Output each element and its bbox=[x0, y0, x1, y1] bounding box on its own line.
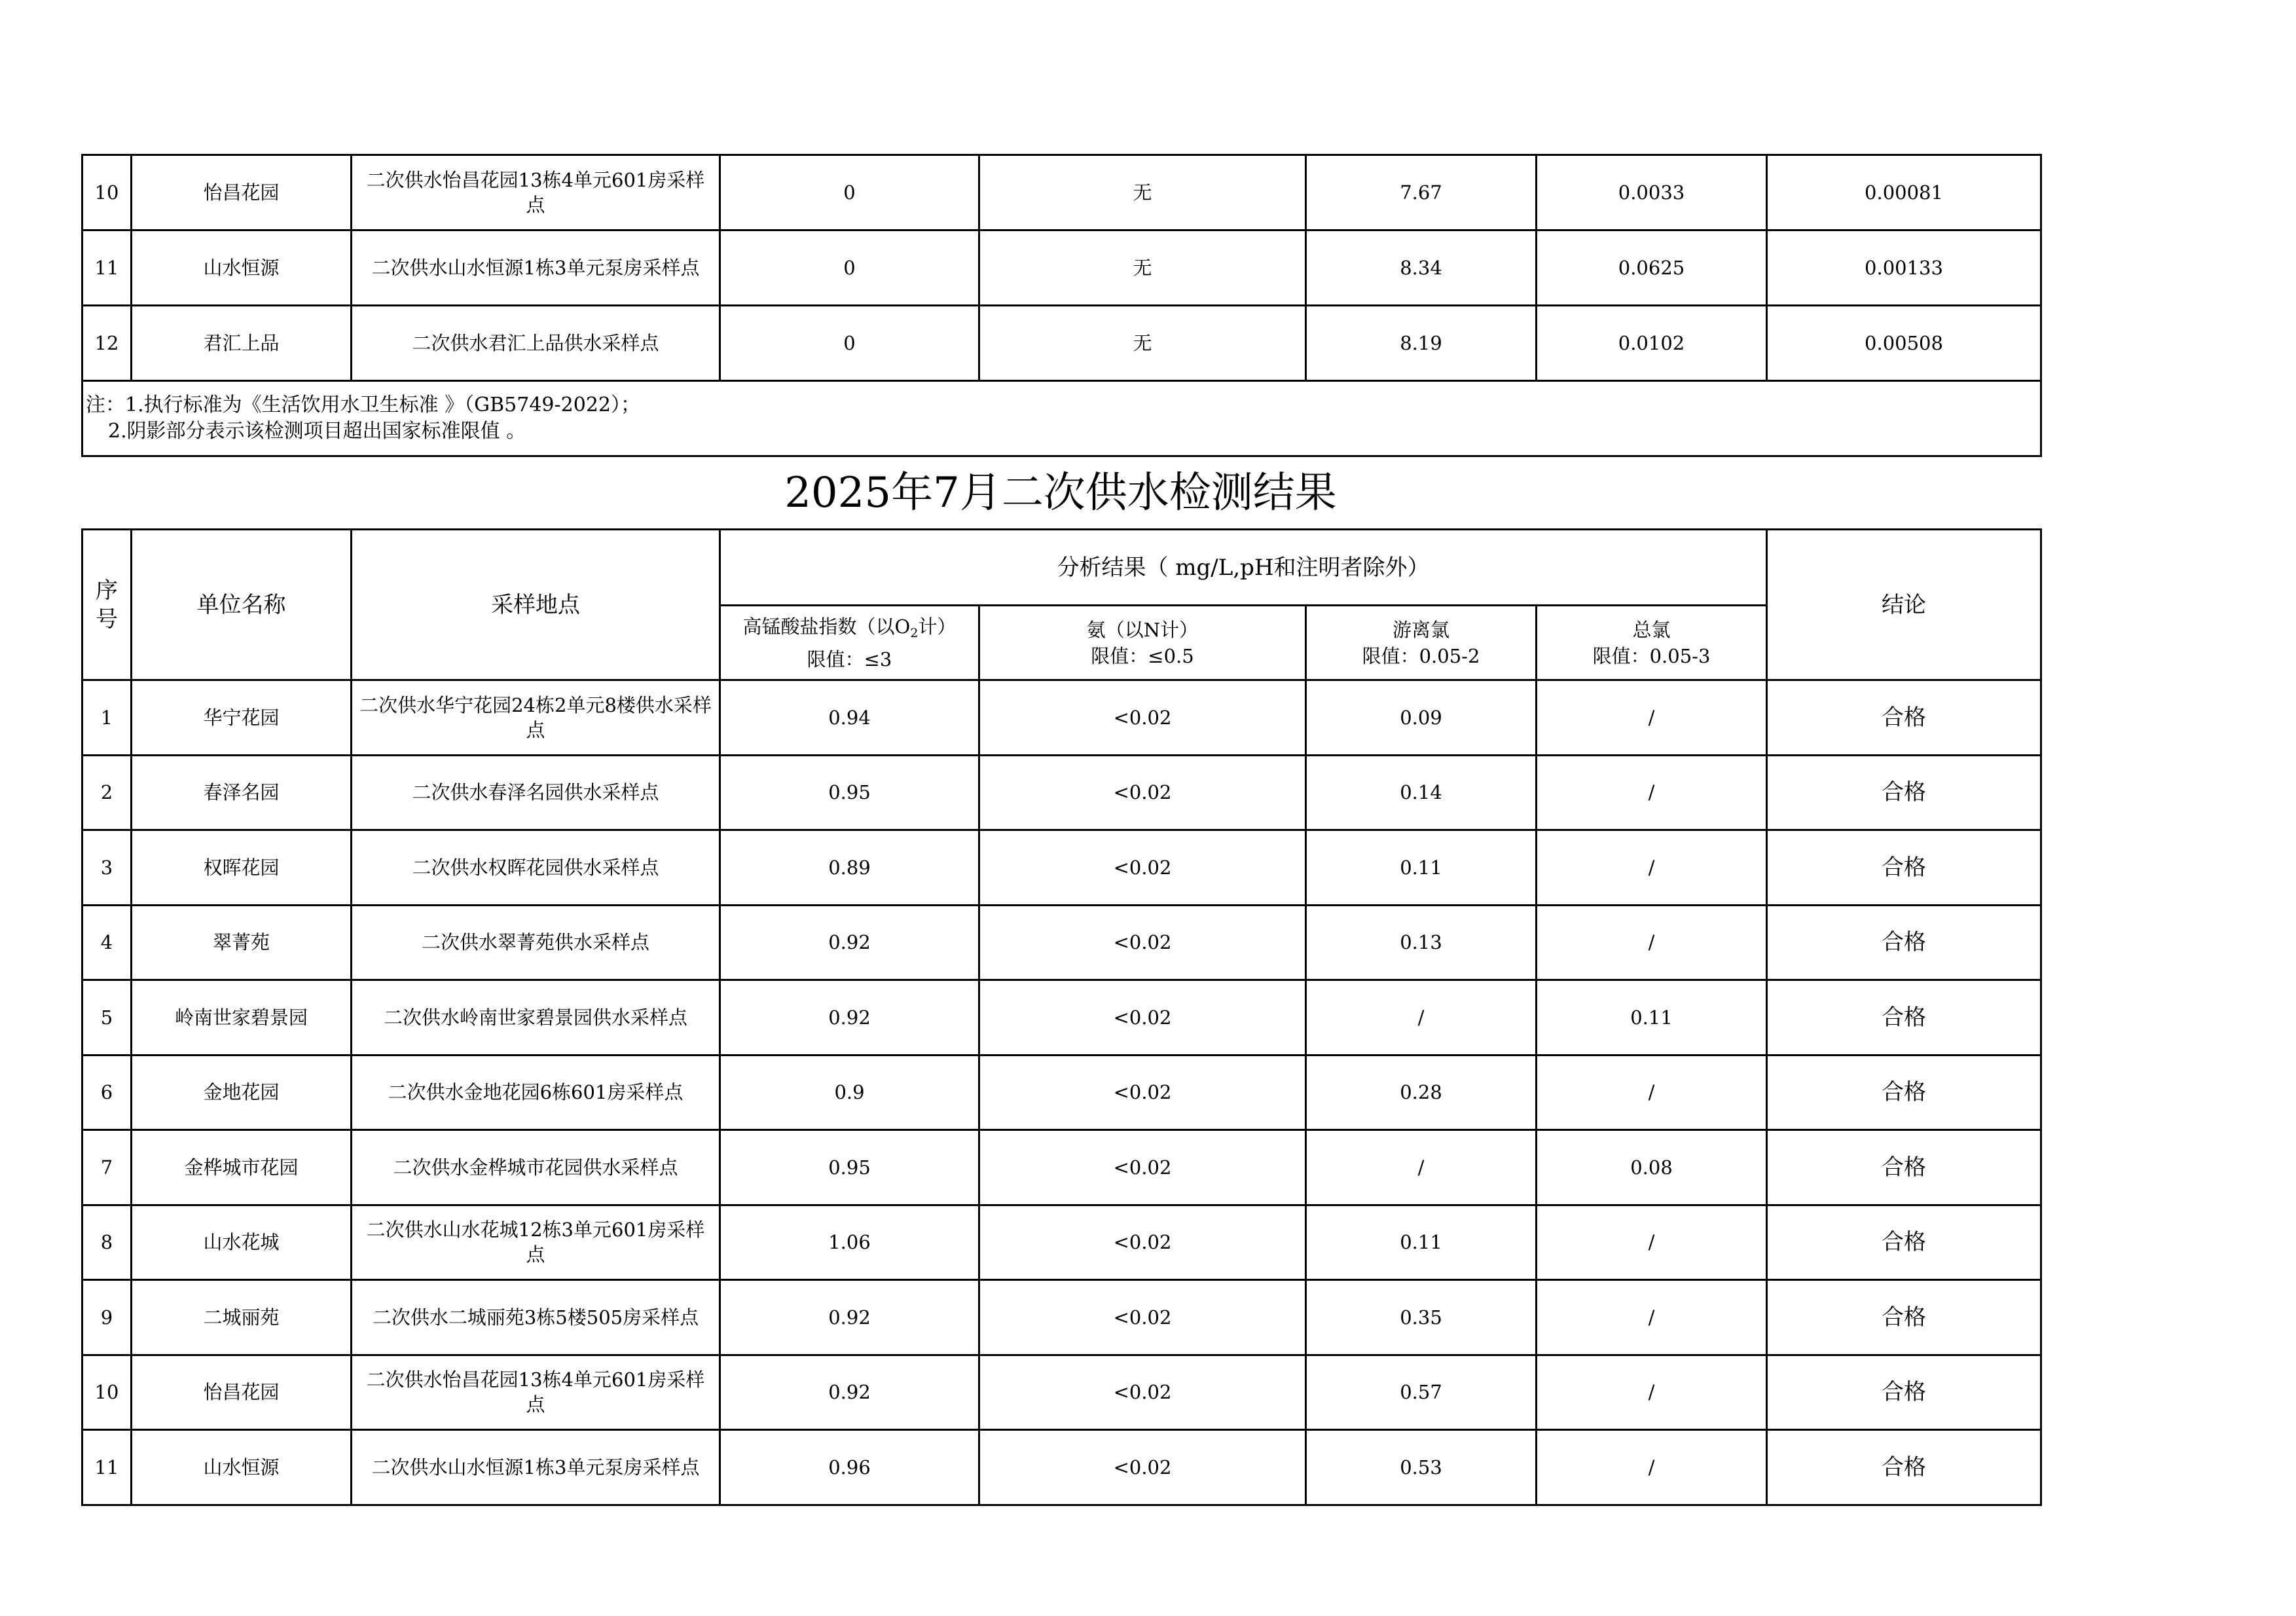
cell-ammonia: <0.02 bbox=[979, 1280, 1306, 1355]
cell-seq: 5 bbox=[82, 980, 132, 1056]
cell-permanganate-index: 0.9 bbox=[720, 1055, 979, 1130]
permanganate-label-pre: 高锰酸盐指数（以O bbox=[742, 615, 911, 638]
cell-permanganate-index: 0.94 bbox=[720, 680, 979, 756]
cell-sampling-site: 二次供水岭南世家碧景园供水采样点 bbox=[352, 980, 720, 1056]
cell-unit-name: 翠菁苑 bbox=[132, 905, 352, 980]
cell-conclusion: 合格 bbox=[1767, 755, 2041, 830]
permanganate-label-post: 计） bbox=[918, 615, 957, 638]
cell-free-chlorine: 0.57 bbox=[1306, 1355, 1537, 1430]
table-row bbox=[82, 980, 2041, 1056]
ammonia-limit: 限值：≤0.5 bbox=[1091, 644, 1194, 667]
table-row bbox=[82, 1355, 2041, 1430]
cell-ammonia: <0.02 bbox=[979, 1205, 1306, 1280]
cell-seq: 6 bbox=[82, 1055, 132, 1130]
cell-ammonia: <0.02 bbox=[979, 830, 1306, 906]
cell-conclusion: 合格 bbox=[1767, 830, 2041, 906]
cell-seq: 12 bbox=[82, 306, 132, 381]
cell-ammonia: <0.02 bbox=[979, 1055, 1306, 1130]
cell-sampling-site: 二次供水山水恒源1栋3单元泵房采样点 bbox=[352, 230, 720, 306]
cell-seq: 11 bbox=[82, 1430, 132, 1505]
cell-sampling-site: 二次供水金地花园6栋601房采样点 bbox=[352, 1055, 720, 1130]
cell-col8: 0.00081 bbox=[1767, 155, 2041, 230]
cell-ammonia: <0.02 bbox=[979, 1355, 1306, 1430]
header-conclusion: 结论 bbox=[1767, 530, 2041, 680]
cell-unit-name: 华宁花园 bbox=[132, 680, 352, 756]
cell-sampling-site: 二次供水怡昌花园13栋4单元601房采样点 bbox=[352, 1355, 720, 1430]
cell-permanganate-index: 0.96 bbox=[720, 1430, 979, 1505]
cell-ammonia: <0.02 bbox=[979, 980, 1306, 1056]
cell-free-chlorine: 0.53 bbox=[1306, 1430, 1537, 1505]
cell-col4: 0 bbox=[720, 230, 979, 306]
header-sampling-site: 采样地点 bbox=[352, 530, 720, 680]
cell-ammonia: <0.02 bbox=[979, 680, 1306, 756]
cell-permanganate-index: 0.92 bbox=[720, 1355, 979, 1430]
page-title: 2025年7月二次供水检测结果 bbox=[784, 469, 1337, 517]
results-table-body bbox=[82, 680, 2041, 1505]
cell-conclusion: 合格 bbox=[1767, 1130, 2041, 1205]
cell-col6: 8.34 bbox=[1306, 230, 1537, 306]
ammonia-label: 氨（以N计） bbox=[1086, 618, 1199, 641]
cell-col5: 无 bbox=[979, 230, 1306, 306]
cell-seq: 10 bbox=[82, 1355, 132, 1430]
cell-total-chlorine: / bbox=[1537, 1355, 1767, 1430]
cell-conclusion: 合格 bbox=[1767, 980, 2041, 1056]
cell-unit-name: 山水恒源 bbox=[132, 230, 352, 306]
cell-seq: 1 bbox=[82, 680, 132, 756]
cell-sampling-site: 二次供水权晖花园供水采样点 bbox=[352, 830, 720, 906]
cell-total-chlorine: / bbox=[1537, 1280, 1767, 1355]
results-table bbox=[81, 528, 2042, 1506]
table-row bbox=[82, 306, 2041, 381]
cell-col4: 0 bbox=[720, 306, 979, 381]
note-row bbox=[82, 381, 2041, 456]
permanganate-label-sub: 2 bbox=[910, 625, 919, 640]
previous-results-table bbox=[81, 154, 2042, 457]
cell-free-chlorine: 0.11 bbox=[1306, 830, 1537, 906]
cell-permanganate-index: 0.92 bbox=[720, 980, 979, 1056]
cell-seq: 8 bbox=[82, 1205, 132, 1280]
cell-total-chlorine: / bbox=[1537, 1055, 1767, 1130]
cell-sampling-site: 二次供水山水恒源1栋3单元泵房采样点 bbox=[352, 1430, 720, 1505]
table-row bbox=[82, 1280, 2041, 1355]
cell-sampling-site: 二次供水翠菁苑供水采样点 bbox=[352, 905, 720, 980]
cell-unit-name: 山水恒源 bbox=[132, 1430, 352, 1505]
note-line-1: 注：1.执行标准为《生活饮用水卫生标准 》（GB5749-2022）； bbox=[86, 394, 641, 416]
cell-free-chlorine: 0.11 bbox=[1306, 1205, 1537, 1280]
table-row bbox=[82, 830, 2041, 906]
cell-seq: 2 bbox=[82, 755, 132, 830]
cell-unit-name: 春泽名园 bbox=[132, 755, 352, 830]
cell-ammonia: <0.02 bbox=[979, 905, 1306, 980]
cell-permanganate-index: 0.89 bbox=[720, 830, 979, 906]
cell-sampling-site: 二次供水怡昌花园13栋4单元601房采样点 bbox=[352, 155, 720, 230]
cell-seq: 3 bbox=[82, 830, 132, 906]
table-row bbox=[82, 230, 2041, 306]
cell-seq: 7 bbox=[82, 1130, 132, 1205]
cell-unit-name: 金地花园 bbox=[132, 1055, 352, 1130]
cell-col8: 0.00133 bbox=[1767, 230, 2041, 306]
cell-permanganate-index: 0.95 bbox=[720, 755, 979, 830]
header-analysis-results: 分析结果（ mg/L,pH和注明者除外） bbox=[720, 530, 1767, 606]
cell-total-chlorine: / bbox=[1537, 680, 1767, 756]
cell-col6: 8.19 bbox=[1306, 306, 1537, 381]
table-row bbox=[82, 1055, 2041, 1130]
cell-conclusion: 合格 bbox=[1767, 680, 2041, 756]
cell-unit-name: 权晖花园 bbox=[132, 830, 352, 906]
cell-free-chlorine: / bbox=[1306, 980, 1537, 1056]
total-chlorine-label: 总氯 bbox=[1632, 618, 1671, 641]
cell-col4: 0 bbox=[720, 155, 979, 230]
cell-conclusion: 合格 bbox=[1767, 1430, 2041, 1505]
cell-sampling-site: 二次供水春泽名园供水采样点 bbox=[352, 755, 720, 830]
cell-col5: 无 bbox=[979, 155, 1306, 230]
cell-conclusion: 合格 bbox=[1767, 1280, 2041, 1355]
cell-free-chlorine: 0.09 bbox=[1306, 680, 1537, 756]
cell-seq: 10 bbox=[82, 155, 132, 230]
cell-permanganate-index: 0.92 bbox=[720, 905, 979, 980]
table-row bbox=[82, 905, 2041, 980]
cell-unit-name: 二城丽苑 bbox=[132, 1280, 352, 1355]
cell-total-chlorine: / bbox=[1537, 905, 1767, 980]
cell-col7: 0.0625 bbox=[1537, 230, 1767, 306]
cell-sampling-site: 二次供水山水花城12栋3单元601房采样点 bbox=[352, 1205, 720, 1280]
cell-total-chlorine: / bbox=[1537, 830, 1767, 906]
cell-unit-name: 山水花城 bbox=[132, 1205, 352, 1280]
cell-col8: 0.00508 bbox=[1767, 306, 2041, 381]
cell-col7: 0.0102 bbox=[1537, 306, 1767, 381]
cell-permanganate-index: 1.06 bbox=[720, 1205, 979, 1280]
cell-unit-name: 怡昌花园 bbox=[132, 1355, 352, 1430]
header-ammonia bbox=[979, 606, 1306, 680]
header-permanganate bbox=[720, 606, 979, 680]
cell-seq: 11 bbox=[82, 230, 132, 306]
cell-seq: 9 bbox=[82, 1280, 132, 1355]
cell-total-chlorine: 0.11 bbox=[1537, 980, 1767, 1056]
table-row bbox=[82, 1130, 2041, 1205]
cell-free-chlorine: 0.35 bbox=[1306, 1280, 1537, 1355]
header-seq: 序号 bbox=[82, 530, 132, 680]
cell-ammonia: <0.02 bbox=[979, 1430, 1306, 1505]
cell-total-chlorine: / bbox=[1537, 755, 1767, 830]
header-free-chlorine bbox=[1306, 606, 1537, 680]
cell-free-chlorine: 0.13 bbox=[1306, 905, 1537, 980]
cell-seq: 4 bbox=[82, 905, 132, 980]
cell-unit-name: 怡昌花园 bbox=[132, 155, 352, 230]
cell-col7: 0.0033 bbox=[1537, 155, 1767, 230]
cell-ammonia: <0.02 bbox=[979, 755, 1306, 830]
cell-sampling-site: 二次供水君汇上品供水采样点 bbox=[352, 306, 720, 381]
cell-free-chlorine: 0.14 bbox=[1306, 755, 1537, 830]
cell-permanganate-index: 0.92 bbox=[720, 1280, 979, 1355]
cell-conclusion: 合格 bbox=[1767, 1055, 2041, 1130]
table-row bbox=[82, 1205, 2041, 1280]
cell-free-chlorine: / bbox=[1306, 1130, 1537, 1205]
cell-conclusion: 合格 bbox=[1767, 1205, 2041, 1280]
cell-free-chlorine: 0.28 bbox=[1306, 1055, 1537, 1130]
cell-col6: 7.67 bbox=[1306, 155, 1537, 230]
header-unit-name: 单位名称 bbox=[132, 530, 352, 680]
cell-unit-name: 君汇上品 bbox=[132, 306, 352, 381]
cell-conclusion: 合格 bbox=[1767, 905, 2041, 980]
standards-note bbox=[82, 381, 2041, 456]
header-total-chlorine bbox=[1537, 606, 1767, 680]
cell-sampling-site: 二次供水金桦城市花园供水采样点 bbox=[352, 1130, 720, 1205]
cell-sampling-site: 二次供水华宁花园24栋2单元8楼供水采样点 bbox=[352, 680, 720, 756]
cell-ammonia: <0.02 bbox=[979, 1130, 1306, 1205]
cell-col5: 无 bbox=[979, 306, 1306, 381]
free-chlorine-limit: 限值：0.05-2 bbox=[1362, 644, 1480, 667]
free-chlorine-label: 游离氯 bbox=[1392, 618, 1449, 641]
note-line-2: 2.阴影部分表示该检测项目超出国家标准限值 。 bbox=[108, 420, 526, 443]
table-row bbox=[82, 1430, 2041, 1505]
cell-unit-name: 金桦城市花园 bbox=[132, 1130, 352, 1205]
results-table-header bbox=[82, 530, 2041, 680]
previous-table-body bbox=[82, 155, 2041, 381]
cell-permanganate-index: 0.95 bbox=[720, 1130, 979, 1205]
table-row bbox=[82, 155, 2041, 230]
cell-total-chlorine: 0.08 bbox=[1537, 1130, 1767, 1205]
permanganate-limit: 限值：≤3 bbox=[807, 648, 892, 670]
table-row bbox=[82, 680, 2041, 756]
cell-total-chlorine: / bbox=[1537, 1205, 1767, 1280]
cell-total-chlorine: / bbox=[1537, 1430, 1767, 1505]
total-chlorine-limit: 限值：0.05-3 bbox=[1592, 644, 1711, 667]
cell-unit-name: 岭南世家碧景园 bbox=[132, 980, 352, 1056]
table-row bbox=[82, 755, 2041, 830]
cell-conclusion: 合格 bbox=[1767, 1355, 2041, 1430]
cell-sampling-site: 二次供水二城丽苑3栋5楼505房采样点 bbox=[352, 1280, 720, 1355]
